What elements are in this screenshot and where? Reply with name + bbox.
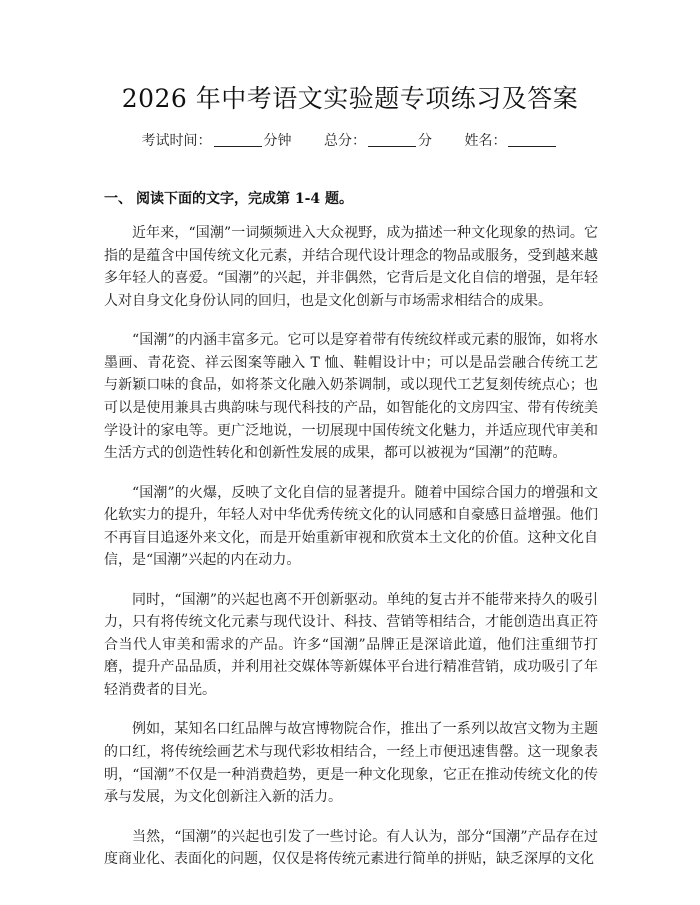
paragraph: 当然，“国潮”的兴起也引发了一些讨论。有人认为，部分“国潮”产品存在过度商业化、表面化的问题，仅仅是将传统元素进行简单的拼贴，缺乏深厚的文化	[104, 828, 598, 868]
section-heading	[104, 188, 353, 210]
exam-meta-line	[0, 130, 700, 152]
exam-name-blank	[508, 132, 556, 147]
exam-time-blank	[214, 132, 262, 147]
paragraph: “国潮”的火爆，反映了文化自信的显著提升。随着中国综合国力的增强和文化软实力的提升，年轻人对中华优秀传统文化的认同感和自豪感日益增强。他们不再盲目追逐外来文化，而是开始重新审视和欣赏本土文化的价值。这种文化自信，是“国潮”兴起的内在动力。	[104, 484, 598, 569]
section-number: 一、	[104, 191, 132, 207]
paragraph: 近年来，“国潮”一词频频进入大众视野，成为描述一种文化现象的热词。它指的是蕴含中国传统文化元素，并结合现代设计理念的物品或服务，受到越来越多年轻人的喜爱。“国潮”的兴起，并非偶然，它背后是文化自信的增强，是年轻人对自身文化身份认同的回归，也是文化创新与市场需求相结合的成果。	[104, 225, 598, 309]
exam-name-label: 姓名：	[464, 133, 507, 149]
exam-score-label: 总分：	[324, 133, 366, 149]
exam-score-unit: 分	[418, 133, 432, 149]
paragraph: “国潮”的内涵丰富多元。它可以是穿着带有传统纹样或元素的服饰，如将水墨画、青花瓷、祥云图案等融入 T 恤、鞋帽设计中；可以是品尝融合传统工艺与新颖口味的食品，如将茶文化融入奶茶调制，或以现代工艺复刻传统点心；也可以是使用兼具古典韵味与现代科技的产品，如智能化的文房四宝、带有传统美学设计的家电等。更广泛地说，一切展现中国传统文化魅力，并适应现代审美和生活方式的创造性转化和创新性发展的成果，都可以被视为“国潮”的范畴。	[104, 332, 598, 462]
exam-time	[142, 130, 292, 152]
exam-score	[324, 130, 432, 152]
exam-time-unit: 分钟	[263, 133, 292, 149]
reading-passage	[104, 222, 598, 888]
paragraph: 例如，某知名口红品牌与故宫博物院合作，推出了一系列以故宫文物为主题的口红，将传统绘画艺术与现代彩妆相结合，一经上市便迅速售罄。这一现象表明，“国潮”不仅是一种消费趋势，更是一种文化现象，它正在推动传统文化的传承与发展，为文化创新注入新的活力。	[104, 721, 598, 806]
document-title: 2026 年中考语文实验题专项练习及答案	[121, 84, 579, 113]
exam-time-label: 考试时间：	[141, 133, 212, 149]
paragraph: 同时，“国潮”的兴起也离不开创新驱动。单纯的复古并不能带来持久的吸引力，只有将传统文化元素与现代设计、科技、营销等相结合，才能创造出真正符合当代人审美和需求的产品。许多“国潮”品牌正是深谙此道，他们注重细节打磨，提升产品品质，并利用社交媒体等新媒体平台进行精准营销，成功吸引了年轻消费者的目光。	[104, 591, 598, 699]
exam-score-blank	[368, 132, 416, 147]
section-heading-text: 阅读下面的文字，完成第 1-4 题。	[136, 191, 354, 207]
exam-name	[464, 130, 558, 152]
